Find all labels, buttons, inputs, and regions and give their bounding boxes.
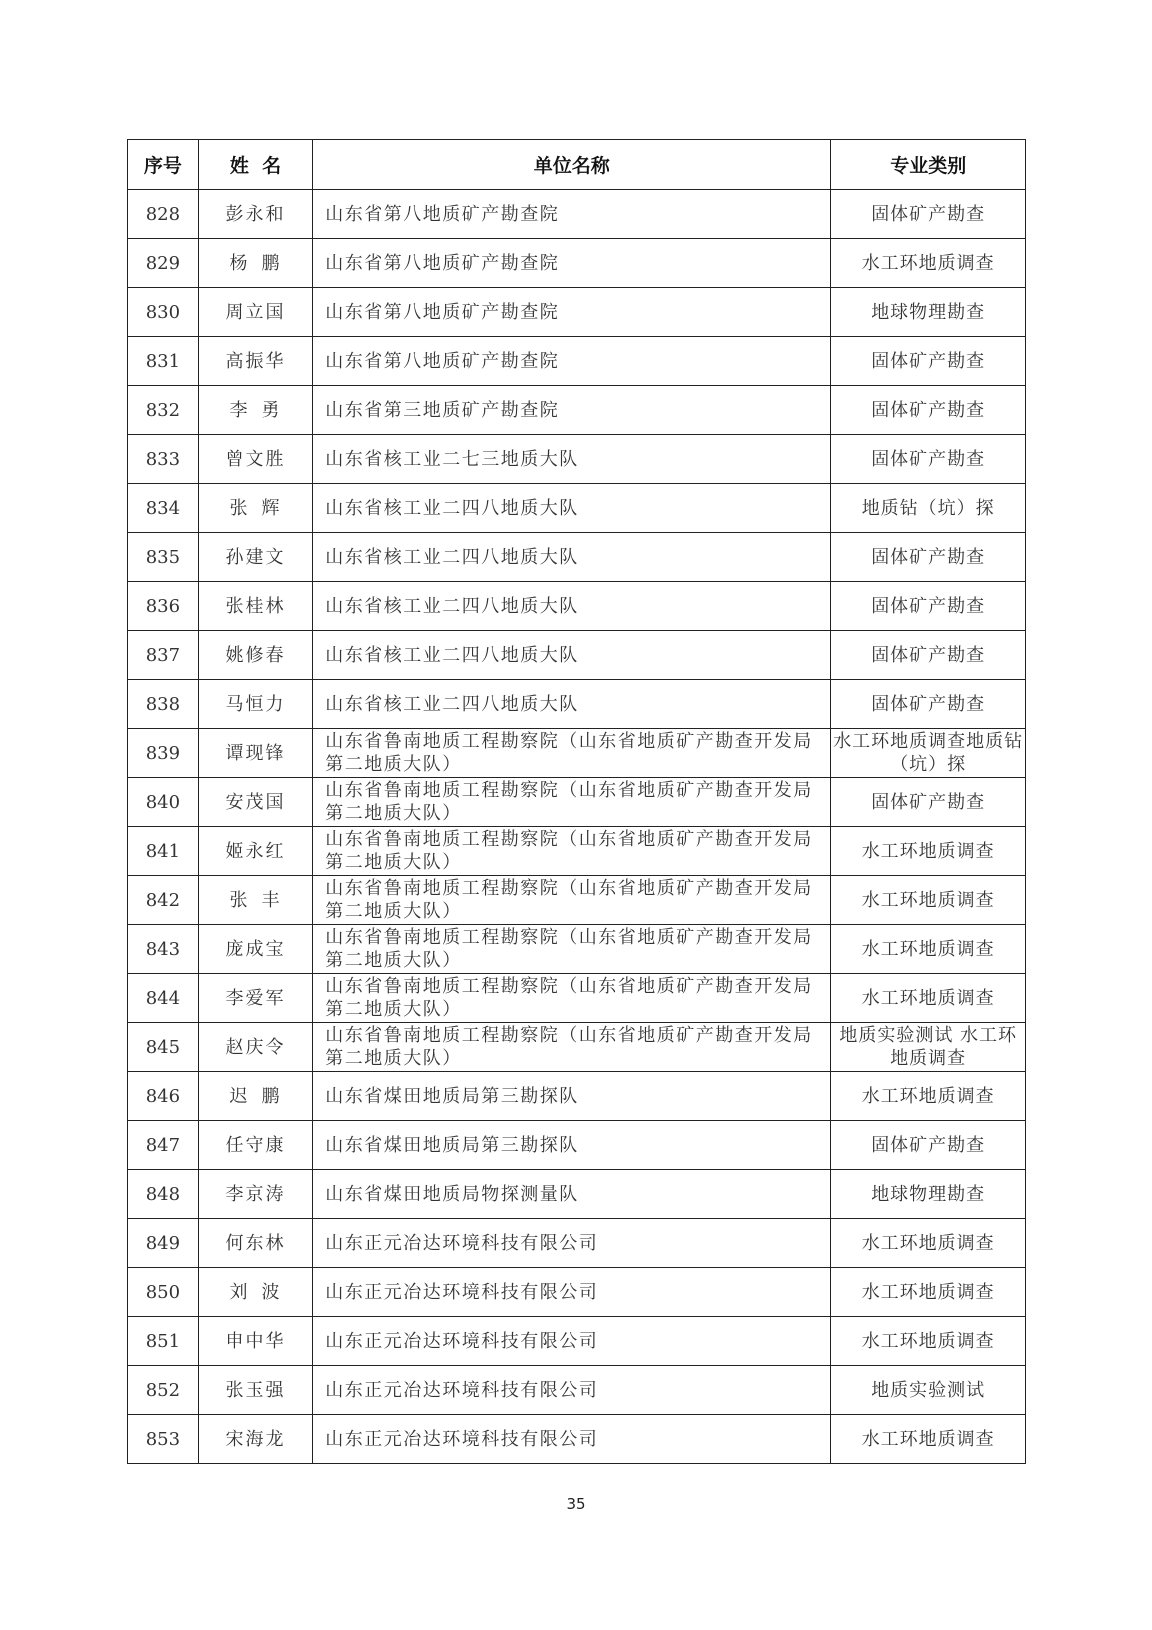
cell-unit-name: 山东省第三地质矿产勘查院 xyxy=(325,399,560,421)
cell-specialty-category: 固体矿产勘查 xyxy=(871,350,986,372)
cell-unit-name: 山东省核工业二四八地质大队 xyxy=(325,546,579,568)
cell-serial-number: 845 xyxy=(145,1036,181,1058)
cell-name: 姬永红 xyxy=(225,840,286,862)
cell-serial-number: 833 xyxy=(145,448,181,470)
cell-unit-name: 山东省核工业二七三地质大队 xyxy=(325,448,579,470)
cell-serial-number: 849 xyxy=(145,1232,181,1254)
cell-specialty-category: 水工环地质调查 xyxy=(861,840,995,862)
cell-specialty-category: 固体矿产勘查 xyxy=(871,693,986,715)
cell-serial-number: 837 xyxy=(145,644,181,666)
cell-serial-number: 831 xyxy=(145,350,181,372)
cell-unit-name: 山东省核工业二四八地质大队 xyxy=(325,693,579,715)
cell-serial-number: 835 xyxy=(145,546,181,568)
cell-serial-number: 847 xyxy=(145,1134,181,1156)
cell-unit-name: 山东省鲁南地质工程勘察院（山东省地质矿产勘查开发局第二地质大队） xyxy=(325,829,813,873)
cell-name: 孙建文 xyxy=(225,546,286,568)
cell-serial-number: 848 xyxy=(145,1183,181,1205)
cell-serial-number: 851 xyxy=(145,1330,181,1352)
cell-name: 申中华 xyxy=(225,1330,286,1352)
table-row xyxy=(128,484,1026,533)
table-row xyxy=(128,1072,1026,1121)
cell-name: 张桂林 xyxy=(225,595,286,617)
table-row xyxy=(128,1121,1026,1170)
header-unit-name: 单位名称 xyxy=(313,140,831,190)
cell-name: 何东林 xyxy=(225,1232,286,1254)
cell-serial-number: 853 xyxy=(145,1428,181,1450)
cell-name: 周立国 xyxy=(225,301,286,323)
table-row xyxy=(128,582,1026,631)
cell-specialty-category: 固体矿产勘查 xyxy=(871,448,986,470)
table-row xyxy=(128,1023,1026,1072)
cell-unit-name: 山东省鲁南地质工程勘察院（山东省地质矿产勘查开发局第二地质大队） xyxy=(325,976,813,1020)
cell-unit-name: 山东正元冶达环境科技有限公司 xyxy=(325,1281,599,1303)
cell-specialty-category: 固体矿产勘查 xyxy=(871,546,986,568)
cell-unit-name: 山东省第八地质矿产勘查院 xyxy=(325,252,560,274)
cell-name: 赵庆令 xyxy=(225,1036,286,1058)
table-row xyxy=(128,778,1026,827)
cell-unit-name: 山东省鲁南地质工程勘察院（山东省地质矿产勘查开发局第二地质大队） xyxy=(325,927,813,971)
cell-name: 张 辉 xyxy=(229,497,282,519)
cell-specialty-category: 地质实验测试 xyxy=(871,1379,986,1401)
table-row xyxy=(128,533,1026,582)
table-row xyxy=(128,925,1026,974)
header-serial-number: 序号 xyxy=(128,140,199,190)
cell-name: 高振华 xyxy=(225,350,286,372)
cell-serial-number: 838 xyxy=(145,693,181,715)
cell-serial-number: 844 xyxy=(145,987,181,1009)
cell-specialty-category: 固体矿产勘查 xyxy=(871,644,986,666)
cell-unit-name: 山东省鲁南地质工程勘察院（山东省地质矿产勘查开发局第二地质大队） xyxy=(325,731,813,775)
cell-unit-name: 山东省核工业二四八地质大队 xyxy=(325,497,579,519)
cell-name: 宋海龙 xyxy=(225,1428,286,1450)
cell-unit-name: 山东省煤田地质局第三勘探队 xyxy=(325,1085,579,1107)
table-row xyxy=(128,288,1026,337)
table-row xyxy=(128,1317,1026,1366)
cell-specialty-category: 水工环地质调查地质钻（坑）探 xyxy=(833,731,1024,775)
table-body xyxy=(128,190,1026,1464)
cell-name: 杨 鹏 xyxy=(229,252,282,274)
cell-serial-number: 840 xyxy=(145,791,181,813)
table-header-row xyxy=(128,140,1026,190)
cell-name: 马恒力 xyxy=(225,693,286,715)
cell-specialty-category: 水工环地质调查 xyxy=(861,252,995,274)
table-row xyxy=(128,1268,1026,1317)
cell-serial-number: 843 xyxy=(145,938,181,960)
cell-name: 刘 波 xyxy=(229,1281,282,1303)
cell-unit-name: 山东省煤田地质局物探测量队 xyxy=(325,1183,579,1205)
cell-name: 张 丰 xyxy=(229,889,282,911)
table-row xyxy=(128,827,1026,876)
cell-unit-name: 山东省第八地质矿产勘查院 xyxy=(325,301,560,323)
cell-serial-number: 829 xyxy=(145,252,181,274)
cell-unit-name: 山东正元冶达环境科技有限公司 xyxy=(325,1330,599,1352)
table-row xyxy=(128,876,1026,925)
cell-serial-number: 846 xyxy=(145,1085,181,1107)
cell-specialty-category: 水工环地质调查 xyxy=(861,889,995,911)
cell-unit-name: 山东省鲁南地质工程勘察院（山东省地质矿产勘查开发局第二地质大队） xyxy=(325,780,813,824)
cell-unit-name: 山东正元冶达环境科技有限公司 xyxy=(325,1232,599,1254)
cell-unit-name: 山东正元冶达环境科技有限公司 xyxy=(325,1428,599,1450)
cell-serial-number: 830 xyxy=(145,301,181,323)
cell-unit-name: 山东省煤田地质局第三勘探队 xyxy=(325,1134,579,1156)
cell-specialty-category: 固体矿产勘查 xyxy=(871,1134,986,1156)
cell-specialty-category: 地质钻（坑）探 xyxy=(861,497,995,519)
cell-serial-number: 832 xyxy=(145,399,181,421)
cell-serial-number: 841 xyxy=(145,840,181,862)
table-row xyxy=(128,435,1026,484)
table-row xyxy=(128,729,1026,778)
cell-name: 李爱军 xyxy=(225,987,286,1009)
cell-name: 张玉强 xyxy=(225,1379,286,1401)
cell-name: 谭现锋 xyxy=(225,742,286,764)
cell-specialty-category: 地球物理勘查 xyxy=(871,301,986,323)
cell-name: 姚修春 xyxy=(225,644,286,666)
cell-specialty-category: 固体矿产勘查 xyxy=(871,791,986,813)
table-row xyxy=(128,386,1026,435)
cell-unit-name: 山东省核工业二四八地质大队 xyxy=(325,595,579,617)
table-row xyxy=(128,680,1026,729)
cell-unit-name: 山东省第八地质矿产勘查院 xyxy=(325,350,560,372)
table-row xyxy=(128,1170,1026,1219)
cell-serial-number: 836 xyxy=(145,595,181,617)
cell-serial-number: 828 xyxy=(145,203,181,225)
cell-specialty-category: 水工环地质调查 xyxy=(861,1085,995,1107)
personnel-table xyxy=(127,139,1026,1464)
cell-name: 彭永和 xyxy=(225,203,286,225)
cell-serial-number: 852 xyxy=(145,1379,181,1401)
cell-specialty-category: 水工环地质调查 xyxy=(861,987,995,1009)
cell-serial-number: 842 xyxy=(145,889,181,911)
cell-specialty-category: 固体矿产勘查 xyxy=(871,595,986,617)
cell-name: 庞成宝 xyxy=(225,938,286,960)
table-row xyxy=(128,239,1026,288)
cell-specialty-category: 固体矿产勘查 xyxy=(871,203,986,225)
cell-specialty-category: 地质实验测试 水工环地质调查 xyxy=(839,1025,1018,1069)
cell-unit-name: 山东省鲁南地质工程勘察院（山东省地质矿产勘查开发局第二地质大队） xyxy=(325,1025,813,1069)
table-row xyxy=(128,1219,1026,1268)
cell-specialty-category: 固体矿产勘查 xyxy=(871,399,986,421)
header-specialty-category: 专业类别 xyxy=(831,140,1026,190)
cell-unit-name: 山东省鲁南地质工程勘察院（山东省地质矿产勘查开发局第二地质大队） xyxy=(325,878,813,922)
table-row xyxy=(128,337,1026,386)
cell-specialty-category: 水工环地质调查 xyxy=(861,1232,995,1254)
cell-name: 李京涛 xyxy=(225,1183,286,1205)
cell-name: 安茂国 xyxy=(225,791,286,813)
cell-specialty-category: 水工环地质调查 xyxy=(861,1428,995,1450)
cell-specialty-category: 地球物理勘查 xyxy=(871,1183,986,1205)
cell-name: 任守康 xyxy=(225,1134,286,1156)
cell-name: 迟 鹏 xyxy=(229,1085,282,1107)
page-number: 35 xyxy=(566,1495,586,1513)
cell-serial-number: 850 xyxy=(145,1281,181,1303)
table-row xyxy=(128,1415,1026,1464)
header-name: 姓 名 xyxy=(198,140,312,190)
table-row xyxy=(128,1366,1026,1415)
cell-unit-name: 山东正元冶达环境科技有限公司 xyxy=(325,1379,599,1401)
cell-unit-name: 山东省第八地质矿产勘查院 xyxy=(325,203,560,225)
cell-specialty-category: 水工环地质调查 xyxy=(861,1330,995,1352)
table-row xyxy=(128,190,1026,239)
cell-serial-number: 834 xyxy=(145,497,181,519)
cell-name: 曾文胜 xyxy=(225,448,286,470)
cell-name: 李 勇 xyxy=(229,399,282,421)
cell-serial-number: 839 xyxy=(145,742,181,764)
cell-unit-name: 山东省核工业二四八地质大队 xyxy=(325,644,579,666)
cell-specialty-category: 水工环地质调查 xyxy=(861,938,995,960)
cell-specialty-category: 水工环地质调查 xyxy=(861,1281,995,1303)
table-row xyxy=(128,631,1026,680)
table-row xyxy=(128,974,1026,1023)
